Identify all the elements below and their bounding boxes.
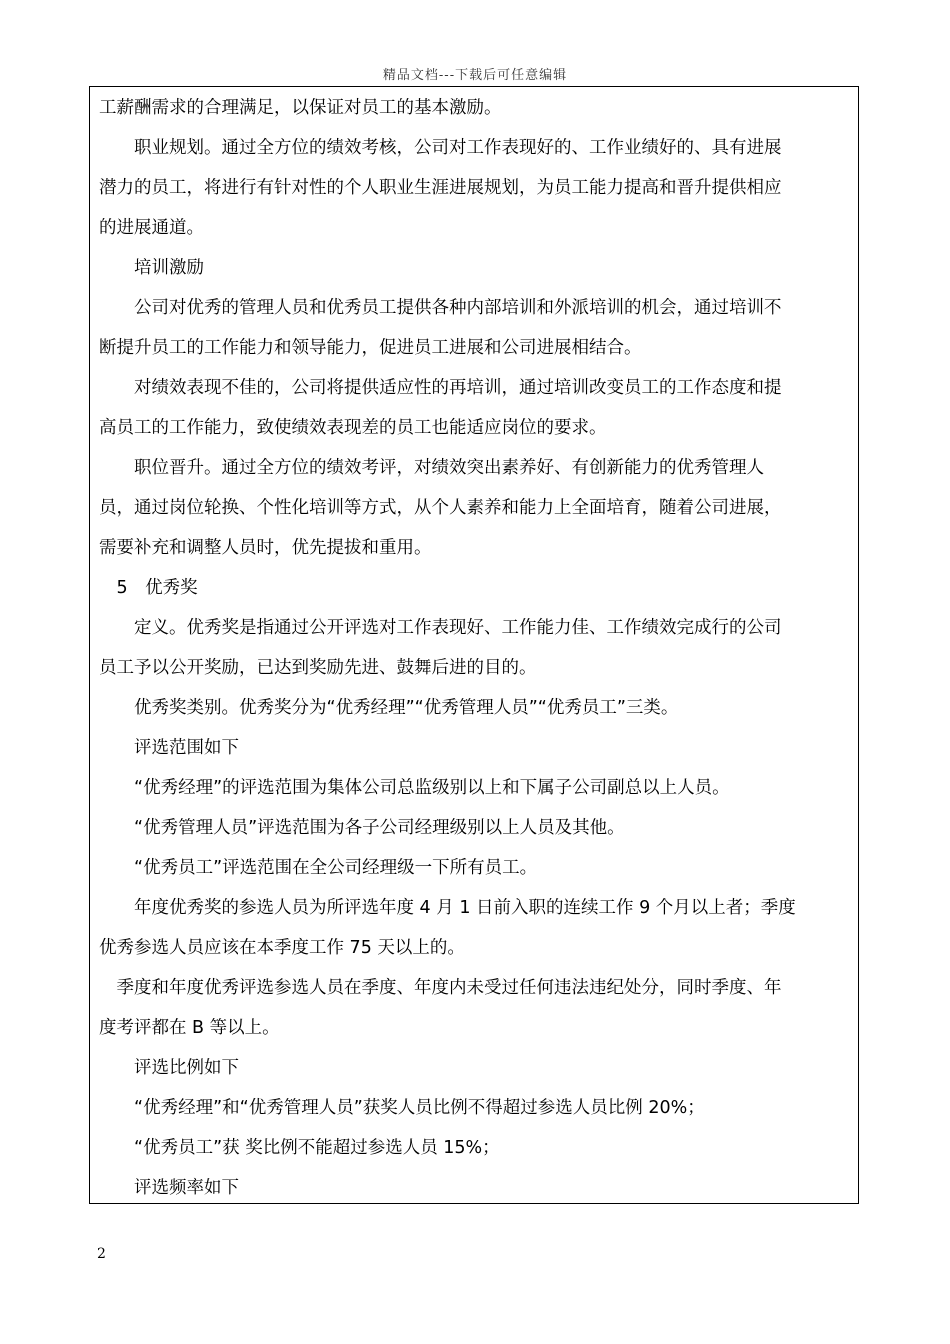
text-line: 年度优秀奖的参选人员为所评选年度 4 月 1 日前入职的连续工作 9 个月以上者；季度 [99, 898, 796, 918]
text-line: “优秀员工”获 奖比例不能超过参选人员 15%； [99, 1138, 500, 1158]
text-line: 的进展通道。 [99, 218, 204, 238]
text-line: 职位晋升。通过全方位的绩效考评，对绩效突出素养好、有创新能力的优秀管理人 [99, 458, 764, 478]
page-number: 2 [97, 1246, 106, 1262]
text-line: 度考评都在 B 等以上。 [99, 1018, 280, 1038]
text-line: 对绩效表现不佳的，公司将提供适应性的再培训，通过培训改变员工的工作态度和提 [99, 378, 782, 398]
page-header: 精品文档---下载后可任意编辑 [382, 68, 568, 83]
text-line: “优秀管理人员”评选范围为各子公司经理级别以上人员及其他。 [99, 818, 625, 838]
text-line: 公司对优秀的管理人员和优秀员工提供各种内部培训和外派培训的机会，通过培训不 [99, 298, 782, 318]
text-line: 培训激励 [99, 258, 204, 278]
text-line: 优秀参选人员应该在本季度工作 75 天以上的。 [99, 938, 465, 958]
text-line: 员工予以公开奖励，已达到奖励先进、鼓舞后进的目的。 [99, 658, 537, 678]
section-heading: 5 优秀奖 [99, 578, 198, 598]
text-line: 员，通过岗位轮换、个性化培训等方式，从个人素养和能力上全面培育，随着公司进展， [99, 498, 782, 518]
text-line: 评选比例如下 [99, 1058, 239, 1078]
text-line: “优秀经理”和“优秀管理人员”获奖人员比例不得超过参选人员比例 20%； [99, 1098, 705, 1118]
text-line: 潜力的员工，将进行有针对性的个人职业生涯进展规划，为员工能力提高和晋升提供相应 [99, 178, 782, 198]
text-line: 定义。优秀奖是指通过公开评选对工作表现好、工作能力佳、工作绩效完成行的公司 [99, 618, 782, 638]
text-line: 工薪酬需求的合理满足，以保证对员工的基本激励。 [99, 98, 502, 118]
text-line: 高员工的工作能力，致使绩效表现差的员工也能适应岗位的要求。 [99, 418, 607, 438]
text-line: “优秀员工”评选范围在全公司经理级一下所有员工。 [99, 858, 538, 878]
text-line: 评选频率如下 [99, 1178, 239, 1198]
text-line: 需要补充和调整人员时，优先提拔和重用。 [99, 538, 432, 558]
text-line: 优秀奖类别。优秀奖分为“优秀经理”“优秀管理人员”“优秀员工”三类。 [99, 698, 679, 718]
text-line: 断提升员工的工作能力和领导能力，促进员工进展和公司进展相结合。 [99, 338, 642, 358]
text-line: “优秀经理”的评选范围为集体公司总监级别以上和下属子公司副总以上人员。 [99, 778, 730, 798]
text-line: 季度和年度优秀评选参选人员在季度、年度内未受过任何违法违纪处分，同时季度、年 [99, 978, 782, 998]
text-line: 评选范围如下 [99, 738, 239, 758]
text-line: 职业规划。通过全方位的绩效考核，公司对工作表现好的、工作业绩好的、具有进展 [99, 138, 782, 158]
